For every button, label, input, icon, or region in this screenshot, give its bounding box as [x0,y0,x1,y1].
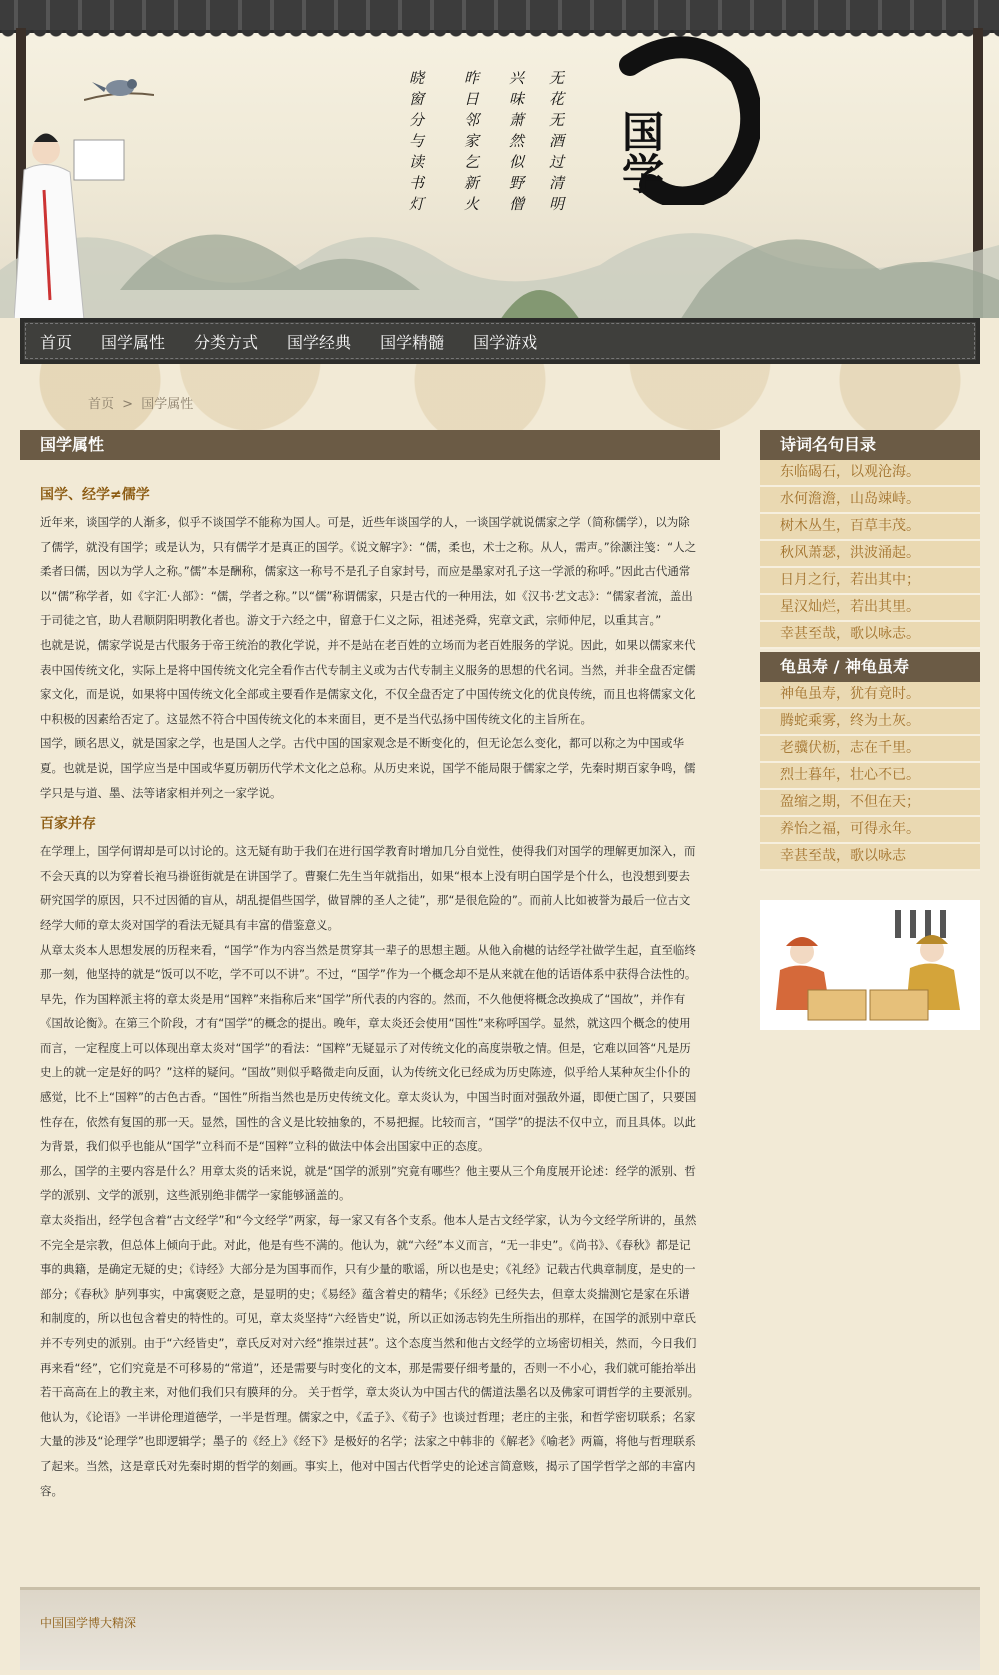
article-paragraph: 从章太炎本人思想发展的历程来看，“国学”作为内容当然是贯穿其一辈子的思想主题。从他入俞樾的诂经学社做学生起，直至临终那一刻，他坚持的就是“饭可以不吃，学不可以不讲”。不过，“国学”作为一个概念却不是从来就在他的话语体系中获得合法性的。早先，作为国粹派主将的章太炎是用“国粹”来指称后来“国学”所代表的内容的。然而，不久他便将概念改换成了“国故”，并作有《国故论衡》。在第三个阶段，才有“国学”的概念的提出。晚年，章太炎还会使用“国性”来称呼国学。显然，就这四个概念的使用而言，一定程度上可以体现出章太炎对“国学”的看法：“国粹”无疑显示了对传统文化的高度崇敬之情。但是，它难以回答“凡是历史上的就一定是好的吗？”这样的疑问。“国故”则似乎略微走向反面，认为传统文化已经成为历史陈迹，似乎给人某种灰尘仆仆的感觉，比不上“国粹”的古色古香。“国性”所指当然也是历史传统文化。章太炎认为，中国当时面对强敌外逼，即便亡国了，只要国性存在，依然有复国的那一天。显然，国性的含义是比较抽象的，不易把握。比较而言，“国学”的提法不仅中立，而且具体。以此为背景，我们似乎也能从“国学”立科而不是“国粹”立科的做法中体会出国家中正的态度。 [40,942,697,1154]
nav-item-classics[interactable]: 国学经典 [287,332,352,352]
sidebar-link[interactable]: 秋风萧瑟，洪波涌起。 [760,541,980,568]
page-footer [20,1587,980,1670]
sidebar-box-title: 龟虽寿 / 神龟虽寿 [760,652,980,682]
article-paragraph: 国学，顾名思义，就是国家之学，也是国人之学。古代中国的国家观念是不断变化的，但无论怎么变化，都可以称之为中国或华夏。也就是说，国学应当是中国或华夏历朝历代学术文化之总称。从历史来说，国学不能局限于儒家之学，先秦时期百家争鸣，儒学只是与道、墨、法等诸家相并列之一家学说。 [40,736,696,800]
article-paragraph: 那么，国学的主要内容是什么？用章太炎的话来说，就是“国学的派别”究竟有哪些？他主要从三个角度展开论述：经学的派别、哲学的派别、文学的派别，这些派别绝非儒学一家能够涵盖的。 [40,1163,696,1203]
sidebar-link[interactable]: 树木丛生，百草丰茂。 [760,514,980,541]
bird-on-branch-icon [84,70,154,110]
scholars-study-illustration [760,900,980,1030]
nav-item-attributes[interactable]: 国学属性 [101,332,166,352]
footer-text: 中国国学博大精深 [40,1616,137,1630]
article-paragraph: 也就是说，儒家学说是古代服务于帝王统治的教化学说，并不是站在老百姓的立场而为老百姓服务的学说。因此，如果以儒家来代表中国传统文化，实际上是将中国传统文化完全看作古代专制主义或为古代专制主义服务的思想的代名词。当然，并非全盘否定儒家文化，而是说，如果将中国传统文化全部或主要看作是儒家文化，不仅全盘否定了中国传统文化的优良传统，而且也将儒家文化中积极的因素给否定了。这显然不符合中国传统文化的本来面目，更不是当代弘扬中国传统文化的主旨所在。 [40,637,696,726]
sidebar-link[interactable]: 老骥伏枥，志在千里。 [760,736,980,763]
sidebar-box-title: 诗词名句目录 [760,430,980,460]
sidebar-link[interactable]: 幸甚至哉，歌以咏志 [760,844,980,871]
article-paragraph: 近年来，谈国学的人渐多，似乎不谈国学不能称为国人。可是，近些年谈国学的人，一谈国学就说儒家之学（简称儒学），以为除了儒学，就没有国学；或是认为，只有儒学才是真正的国学。《说文解字》：“儒，柔也，术士之称。从人，需声。”徐灏注笺：“人之柔者曰儒，因以为学人之称。”儒”本是酬称，儒家这一称号不是孔子自家封号，而应是墨家对孔子这一学派的称呼。”因此古代通常以“儒”称学者，如《字汇·人部》：“儒，学者之称。”以“儒”称谓儒家，只是古代的一种用法，如《汉书·艺文志》：“儒家者流，盖出于司徒之官，助人君顺阴阳明教化者也。游文于六经之中，留意于仁义之际，祖述尧舜，宪章文武，宗师仲尼，以重其言。” [40,515,697,628]
sidebar-link[interactable]: 养怡之福，可得永年。 [760,817,980,844]
sidebar-link[interactable]: 东临碣石，以观沧海。 [760,460,980,487]
sidebar-link[interactable]: 神龟虽寿，犹有竟时。 [760,682,980,709]
sidebar-link[interactable]: 幸甚至哉，歌以咏志。 [760,622,980,649]
breadcrumb-home-link[interactable]: 首页 [88,397,115,412]
article-paragraph: 在学理上，国学何谓却是可以讨论的。这无疑有助于我们在进行国学教育时增加几分自觉性，使得我们对国学的理解更加深入，而不会天真的以为穿着长袍马褂诳街就是在讲国学了。曹聚仁先生当年就指出，如果“根本上没有明白国学是个什么，也没想到要去研究国学的原因，只不过因循的盲从，胡乱提倡些国学，做冒牌的圣人之徒”，那“是很危险的”。而前人比如被誉为最后一位古文经学大师的章太炎对国学的看法无疑具有丰富的借鉴意义。 [40,844,696,932]
sidebar-link[interactable]: 烈士暮年，壮心不已。 [760,763,980,790]
breadcrumb-current: 国学属性 [141,397,194,412]
sidebar-link[interactable]: 日月之行，若出其中； [760,568,980,595]
calligraphy-line-3: 昨日邻家乞新火 [462,70,480,217]
main-article [20,430,720,1503]
scholar-figure-illustration [14,120,134,318]
main-navigation [20,318,980,364]
breadcrumb-separator: > [122,397,134,412]
sidebar-link[interactable]: 盈缩之期，不但在天； [760,790,980,817]
sidebar-link[interactable]: 腾蛇乘雾，终为土灰。 [760,709,980,736]
nav-item-home[interactable]: 首页 [40,332,73,352]
site-logo[interactable]: 国学 [616,110,665,194]
roof-tiles [0,0,999,33]
calligraphy-line-1: 无花无酒过清明 [547,70,565,217]
nav-item-classification[interactable]: 分类方式 [194,332,259,352]
article-header-title: 国学属性 [20,430,720,460]
sidebar-poem-directory [760,430,980,649]
sidebar-link[interactable]: 水何澹澹，山岛竦峙。 [760,487,980,514]
section-title: 百家并存 [40,816,96,833]
sidebar-link[interactable]: 星汉灿烂，若出其里。 [760,595,980,622]
breadcrumb [88,393,197,412]
calligraphy-line-4: 晓窗分与读书灯 [407,70,425,217]
nav-item-essence[interactable]: 国学精髓 [380,332,445,352]
calligraphy-line-2: 兴味萧然似野僧 [507,70,525,217]
article-paragraph: 章太炎指出，经学包含着“古文经学”和“今文经学”两家，每一家又有各个支系。他本人是古文经学家，认为今文经学所讲的，虽然不完全是宗教，但总体上倾向于此。对此，他是有些不满的。他认为，就“六经”本义而言，“无一非史”。《尚书》、《春秋》都是记事的典籍，是确定无疑的史；《诗经》大部分是为国事而作，只有少量的歌谣，所以也是史；《礼经》记载古代典章制度，是史的一部分；《春秋》胪列事实，中寓褒贬之意，是显明的史；《易经》蕴含着史的精华；《乐经》已经失去，但章太炎揣测它是家在乐谱和制度的，所以也包含着史的特性的。可见，章太炎坚持“六经皆史”说，所以正如汤志钧先生所指出的那样，在国学的派别中章氏并不专列史的派别。由于“六经皆史”，章氏反对对六经“推崇过甚”。这个态度当然和他古文经学的立场密切相关，然而，今日我们再来看“经”，它们究竟是不可移易的“常道”，还是需要与时变化的文本，那是需要仔细考量的，否则一不小心，我们就可能抬举出若干高高在上的教主来，对他们我们只有膜拜的分。 关于哲学，章太炎认为中国古代的儒道法墨名以及佛家可谓哲学的主要派别。他认为，《论语》一半讲伦理道德学，一半是哲理。儒家之中，《孟子》、《荀子》也谈过哲理；老庄的主张，和哲学密切联系；名家大量的涉及“论理学”也即逻辑学；墨子的《经上》《经下》是极好的名学；法家之中韩非的《解老》《喻老》两篇，将他与哲理联系了起来。当然，这是章氏对先秦时期的哲学的刻画。事实上，他对中国古代哲学史的论述言简意赅，揭示了国学哲学之部的丰富内容。 [40,1213,700,1498]
section-title: 国学、经学≠儒学 [40,487,150,503]
nav-item-games[interactable]: 国学游戏 [473,332,538,352]
header-banner [0,0,999,318]
sidebar-turtle-poem [760,652,980,871]
